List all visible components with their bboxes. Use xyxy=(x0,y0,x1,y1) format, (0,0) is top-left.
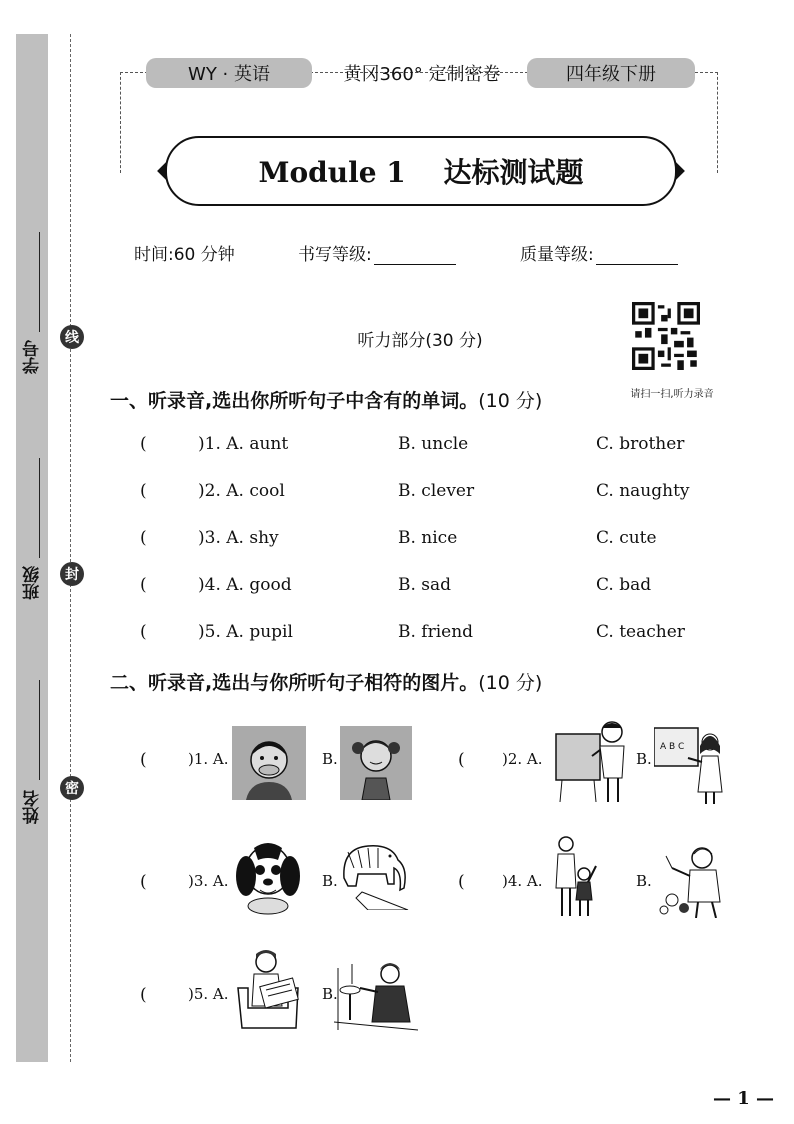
mother-and-child-picture[interactable] xyxy=(552,834,600,918)
option-a: )3. A. shy xyxy=(198,528,279,548)
qr-code-icon[interactable] xyxy=(632,302,700,370)
option-a-label: )5. A. xyxy=(188,985,229,1003)
seal-secret: 密 xyxy=(60,776,84,800)
class-line xyxy=(39,458,40,558)
puppy-picture[interactable] xyxy=(234,834,302,916)
elephant-picture[interactable] xyxy=(338,838,414,910)
option-b-label: B. xyxy=(322,750,338,768)
girl-smiling-picture[interactable] xyxy=(340,726,412,800)
grade-pill: 四年级下册 xyxy=(527,58,695,88)
option-b: B. friend xyxy=(398,622,474,642)
option-c: C. teacher xyxy=(596,622,685,642)
man-reading-newspaper-picture[interactable] xyxy=(232,948,304,1034)
time-limit: 时间:60 分钟 xyxy=(134,245,235,265)
option-b: B. sad xyxy=(398,575,452,595)
quality-grade: 质量等级: xyxy=(520,240,678,265)
option-a-label: )2. A. xyxy=(502,750,543,768)
s1-question-4 xyxy=(140,575,740,603)
answer-paren[interactable]: ( xyxy=(140,622,147,642)
name-label: 姓名 xyxy=(22,790,43,824)
option-c: C. bad xyxy=(596,575,652,595)
option-b: B. uncle xyxy=(398,434,469,454)
answer-paren[interactable]: ( xyxy=(458,750,465,770)
board-text: A B C xyxy=(660,742,685,752)
class-label: 班级 xyxy=(22,566,43,600)
section2-title: 二、听录音,选出与你所听句子相符的图片。(10 分) xyxy=(110,672,543,694)
seal-line: 线 xyxy=(60,325,84,349)
option-a-label: )4. A. xyxy=(502,872,543,890)
woman-at-table-picture[interactable] xyxy=(334,960,418,1032)
answer-paren[interactable]: ( xyxy=(140,750,147,770)
page-number: — 1 — xyxy=(712,1088,774,1109)
subject-pill: WY · 英语 xyxy=(146,58,312,88)
grandpa-with-toys-picture[interactable] xyxy=(656,842,728,918)
option-c: C. naughty xyxy=(596,481,690,501)
boy-covering-mouth-picture[interactable] xyxy=(232,726,306,800)
option-a: )5. A. pupil xyxy=(198,622,293,642)
s1-question-1 xyxy=(140,434,740,462)
man-at-blackboard-picture[interactable] xyxy=(554,716,630,804)
section1-title: 一、听录音,选出你所听句子中含有的单词。(10 分) xyxy=(110,390,543,412)
option-c: C. cute xyxy=(596,528,657,548)
answer-paren[interactable]: ( xyxy=(140,528,147,548)
option-b-label: B. xyxy=(636,750,652,768)
quality-grade-blank[interactable] xyxy=(596,264,678,265)
option-a: )1. A. aunt xyxy=(198,434,289,454)
writing-grade: 书写等级: xyxy=(298,240,456,265)
student-id-label: 学号 xyxy=(22,340,43,374)
s1-question-5 xyxy=(140,622,740,650)
answer-paren[interactable]: ( xyxy=(140,481,147,501)
option-b: B. nice xyxy=(398,528,458,548)
option-a: )2. A. cool xyxy=(198,481,285,501)
answer-paren[interactable]: ( xyxy=(458,872,465,892)
binding-strip xyxy=(16,34,48,1062)
qr-caption: 请扫一扫,听力录音 xyxy=(630,389,714,400)
option-a-label: )1. A. xyxy=(188,750,229,768)
s1-question-2 xyxy=(140,481,740,509)
series-title: 黄冈360° 定制密卷 xyxy=(343,64,501,85)
option-b-label: B. xyxy=(636,872,652,890)
writing-grade-blank[interactable] xyxy=(374,264,456,265)
answer-paren[interactable]: ( xyxy=(140,985,147,1005)
option-c: C. brother xyxy=(596,434,685,454)
answer-paren[interactable]: ( xyxy=(140,575,147,595)
woman-teaching-abc-picture[interactable] xyxy=(654,718,728,804)
listening-part-heading: 听力部分(30 分) xyxy=(357,331,483,351)
option-a: )4. A. good xyxy=(198,575,292,595)
answer-paren[interactable]: ( xyxy=(140,434,147,454)
cut-line xyxy=(70,34,71,1062)
option-b-label: B. xyxy=(322,872,338,890)
page-title: Module 1 达标测试题 xyxy=(165,136,677,206)
name-line xyxy=(39,680,40,780)
option-a-label: )3. A. xyxy=(188,872,229,890)
option-b-label: B. xyxy=(322,985,338,1003)
s1-question-3 xyxy=(140,528,740,556)
seal-seal: 封 xyxy=(60,562,84,586)
student-id-line xyxy=(39,232,40,332)
answer-paren[interactable]: ( xyxy=(140,872,147,892)
option-b: B. clever xyxy=(398,481,475,501)
